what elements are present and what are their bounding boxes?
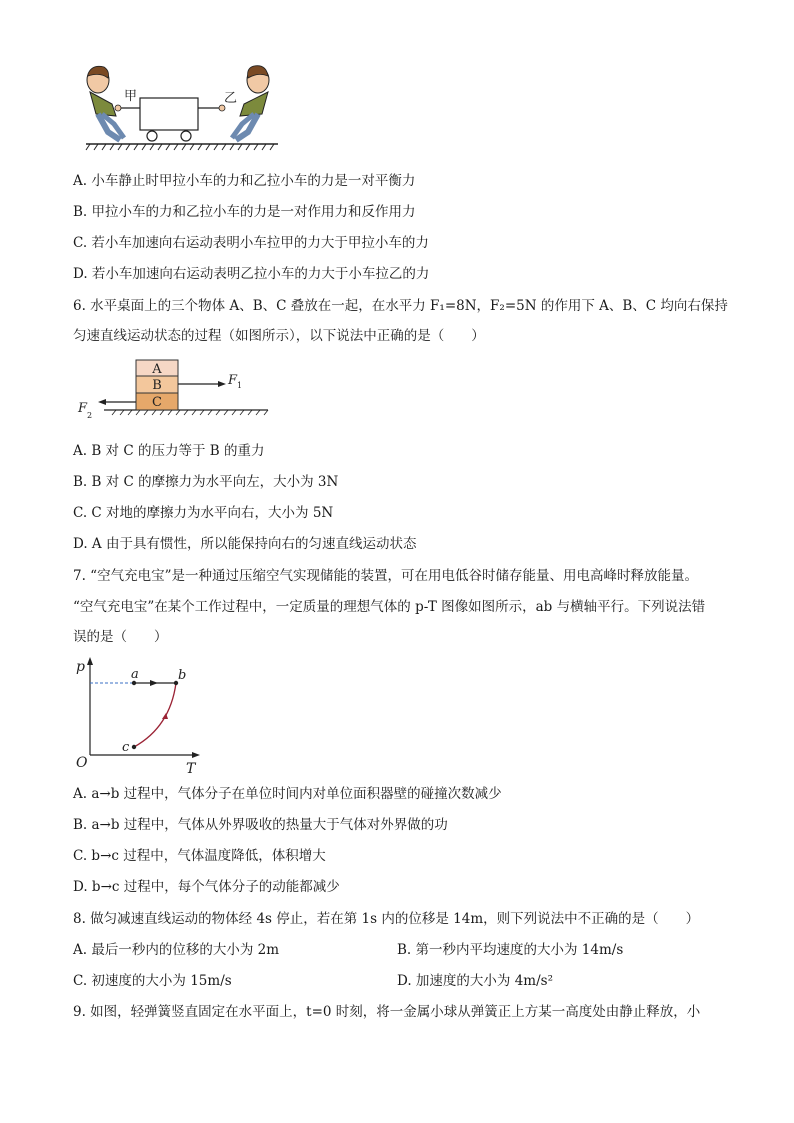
q6-option-d: D. A 由于具有惯性，所以能保持向右的匀速直线运动状态 bbox=[73, 536, 417, 552]
figure-tug-of-war bbox=[82, 62, 282, 158]
point-a-label: a bbox=[131, 667, 139, 682]
figure-stacked-blocks bbox=[76, 356, 276, 428]
q6-option-c: C. C 对地的摩擦力为水平向右，大小为 5N bbox=[73, 505, 334, 521]
label-yi: 乙 bbox=[224, 91, 238, 106]
block-a-label: A bbox=[152, 362, 162, 377]
force-f2-subscript: 2 bbox=[87, 411, 93, 420]
q7-stem-line2: “空气充电宝”在某个工作过程中，一定质量的理想气体的 p-T 图像如图所示，ab 与横轴平行。下列说法错 bbox=[73, 599, 706, 615]
q5-option-b: B. 甲拉小车的力和乙拉小车的力是一对作用力和反作用力 bbox=[73, 204, 416, 220]
q6-stem-line2: 匀速直线运动状态的过程（如图所示），以下说法中正确的是（ ） bbox=[73, 328, 485, 344]
force-f2-label: F bbox=[78, 401, 88, 416]
q7-option-a: A. a→b 过程中，气体分子在单位时间内对单位面积器壁的碰撞次数减少 bbox=[73, 786, 502, 802]
q7-option-b: B. a→b 过程中，气体从外界吸收的热量大于气体对外界做的功 bbox=[73, 817, 448, 833]
q8-stem: 8. 做匀减速直线运动的物体经 4s 停止，若在第 1s 内的位移是 14m，则下列说法中不正确的是（ ） bbox=[73, 911, 700, 927]
p-t-graph bbox=[70, 655, 210, 777]
q9-stem: 9. 如图，轻弹簧竖直固定在水平面上，t=0 时刻，将一金属小球从弹簧正上方某一高度处由静止释放，小 bbox=[73, 1004, 701, 1020]
q5-option-a: A. 小车静止时甲拉小车的力和乙拉小车的力是一对平衡力 bbox=[73, 173, 416, 189]
force-f1-label: F bbox=[228, 373, 238, 388]
axis-t-label: T bbox=[186, 761, 196, 777]
q6-stem-line1: 6. 水平桌面上的三个物体 A、B、C 叠放在一起，在水平力 F₁=8N，F₂=5N 的作用下 A、B、C 均向右保持 bbox=[73, 298, 728, 314]
q8-option-d: D. 加速度的大小为 4m/s² bbox=[397, 973, 553, 989]
block-b-label: B bbox=[152, 378, 162, 393]
figure-p-t-graph bbox=[70, 655, 210, 777]
q8-option-b: B. 第一秒内平均速度的大小为 14m/s bbox=[397, 942, 624, 958]
q7-stem-line3: 误的是（ ） bbox=[73, 629, 168, 645]
q8-option-a: A. 最后一秒内的位移的大小为 2m bbox=[73, 942, 280, 958]
q7-option-c: C. b→c 过程中，气体温度降低，体积增大 bbox=[73, 848, 326, 864]
q7-stem-line1: 7. “空气充电宝”是一种通过压缩空气实现储能的装置，可在用电低谷时储存能量、用电高峰时释放能量。 bbox=[73, 568, 698, 584]
force-f1-subscript: 1 bbox=[237, 381, 243, 390]
q7-option-d: D. b→c 过程中，每个气体分子的动能都减少 bbox=[73, 879, 340, 895]
q6-option-b: B. B 对 C 的摩擦力为水平向左，大小为 3N bbox=[73, 474, 339, 490]
tug-of-war-illustration bbox=[82, 62, 282, 158]
point-c-label: c bbox=[122, 740, 130, 755]
origin-label: O bbox=[76, 755, 88, 771]
q5-option-d: D. 若小车加速向右运动表明乙拉小车的力大于小车拉乙的力 bbox=[73, 266, 430, 282]
point-b-label: b bbox=[178, 668, 187, 683]
label-jia: 甲 bbox=[124, 89, 138, 104]
stacked-blocks-diagram bbox=[76, 356, 276, 428]
axis-p-label: p bbox=[76, 659, 85, 675]
q5-option-c: C. 若小车加速向右运动表明小车拉甲的力大于甲拉小车的力 bbox=[73, 235, 429, 251]
block-c-label: C bbox=[152, 395, 162, 410]
q6-option-a: A. B 对 C 的压力等于 B 的重力 bbox=[73, 443, 265, 459]
q8-option-c: C. 初速度的大小为 15m/s bbox=[73, 973, 232, 989]
